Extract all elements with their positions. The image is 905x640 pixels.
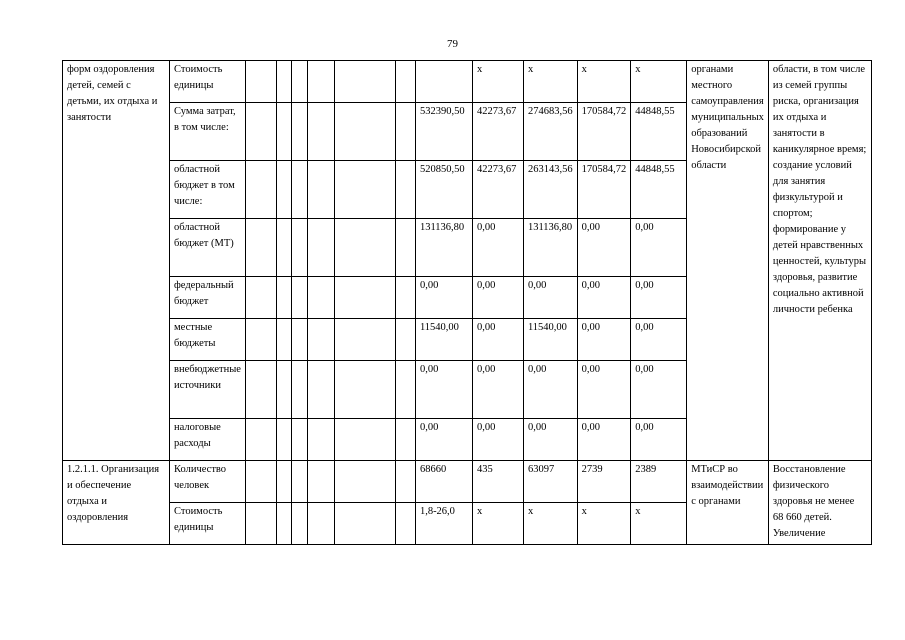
empty-cell [276,103,291,161]
table-row [63,461,872,503]
empty-cell [245,319,276,361]
value-cell: 263143,56 [523,161,577,219]
indicator-cell: областной бюджет в том числе: [170,161,246,219]
indicator-cell: местные бюджеты [170,319,246,361]
value-cell: 0,00 [472,361,523,419]
value-cell: х [472,503,523,545]
empty-cell [307,61,334,103]
empty-cell [334,461,395,503]
total-cell: 0,00 [415,419,472,461]
empty-cell [334,319,395,361]
indicator-cell: Стоимость единицы [170,61,246,103]
empty-cell [291,161,307,219]
empty-cell [276,319,291,361]
value-cell: х [523,61,577,103]
empty-cell [276,61,291,103]
indicator-cell: налоговые расходы [170,419,246,461]
empty-cell [276,419,291,461]
empty-cell [245,503,276,545]
empty-cell [395,161,415,219]
empty-cell [307,503,334,545]
value-cell: 0,00 [631,319,687,361]
empty-cell [395,277,415,319]
empty-cell [245,219,276,277]
value-cell: 0,00 [523,277,577,319]
empty-cell [245,277,276,319]
indicator-cell: областной бюджет (МТ) [170,219,246,277]
empty-cell [334,503,395,545]
total-cell [415,61,472,103]
indicator-cell: Сумма затрат, в том числе: [170,103,246,161]
empty-cell [334,161,395,219]
empty-cell [291,319,307,361]
value-cell: 0,00 [577,319,631,361]
empty-cell [307,161,334,219]
total-cell: 0,00 [415,361,472,419]
value-cell: 0,00 [577,361,631,419]
value-cell: 0,00 [472,419,523,461]
result-cell: Восстановление физического здоровья не менее 68 660 детей. Увеличение [768,461,871,545]
value-cell: 0,00 [631,419,687,461]
empty-cell [395,319,415,361]
value-cell: 0,00 [523,419,577,461]
empty-cell [307,219,334,277]
value-cell: 0,00 [577,419,631,461]
empty-cell [276,277,291,319]
empty-cell [245,61,276,103]
table-row [63,61,872,103]
result-cell: области, в том числе из семей группы риска, организация их отдыха и занятости в каникулярное время; создание условий для занятия физкультурой и спортом; формирование у детей нравственных ценностей, культуры здоровья, развитие социально активной личности ребенка [768,61,871,461]
indicator-cell: Стоимость единицы [170,503,246,545]
total-cell: 11540,00 [415,319,472,361]
empty-cell [291,219,307,277]
value-cell: 0,00 [472,219,523,277]
empty-cell [245,419,276,461]
value-cell: 42273,67 [472,103,523,161]
empty-cell [276,461,291,503]
total-cell: 520850,50 [415,161,472,219]
empty-cell [307,461,334,503]
value-cell: х [523,503,577,545]
empty-cell [276,161,291,219]
indicator-cell: федеральный бюджет [170,277,246,319]
value-cell: 170584,72 [577,103,631,161]
value-cell: х [577,61,631,103]
value-cell: 0,00 [631,277,687,319]
value-cell: х [631,503,687,545]
empty-cell [395,219,415,277]
value-cell: 170584,72 [577,161,631,219]
empty-cell [395,361,415,419]
value-cell: 42273,67 [472,161,523,219]
empty-cell [291,277,307,319]
value-cell: х [577,503,631,545]
empty-cell [245,103,276,161]
empty-cell [395,419,415,461]
value-cell: х [631,61,687,103]
empty-cell [291,103,307,161]
total-cell: 1,8-26,0 [415,503,472,545]
activity-name-cell: 1.2.1.1. Организация и обеспечение отдыха и оздоровления [63,461,170,545]
executor-cell: МТиСР во взаимодействии с органами [687,461,769,545]
empty-cell [395,461,415,503]
empty-cell [334,361,395,419]
value-cell: 11540,00 [523,319,577,361]
page-number: 79 [447,38,458,50]
empty-cell [307,361,334,419]
value-cell: 0,00 [472,319,523,361]
empty-cell [291,61,307,103]
empty-cell [276,503,291,545]
value-cell: 0,00 [577,277,631,319]
empty-cell [334,277,395,319]
empty-cell [291,361,307,419]
value-cell: 44848,55 [631,161,687,219]
value-cell: х [472,61,523,103]
empty-cell [245,161,276,219]
empty-cell [276,219,291,277]
empty-cell [307,319,334,361]
executor-cell: органами местного самоуправления муниципальных образований Новосибирской области [687,61,769,461]
total-cell: 68660 [415,461,472,503]
empty-cell [291,419,307,461]
total-cell: 0,00 [415,277,472,319]
indicator-cell: Количество человек [170,461,246,503]
activity-name-cell: форм оздоровления детей, семей с детьми, их отдыха и занятости [63,61,170,461]
empty-cell [307,277,334,319]
total-cell: 532390,50 [415,103,472,161]
empty-cell [291,503,307,545]
value-cell: 2389 [631,461,687,503]
empty-cell [395,61,415,103]
value-cell: 2739 [577,461,631,503]
value-cell: 274683,56 [523,103,577,161]
value-cell: 131136,80 [523,219,577,277]
empty-cell [245,461,276,503]
empty-cell [334,103,395,161]
empty-cell [245,361,276,419]
total-cell: 131136,80 [415,219,472,277]
program-table [62,60,872,545]
value-cell: 63097 [523,461,577,503]
empty-cell [276,361,291,419]
value-cell: 435 [472,461,523,503]
empty-cell [395,503,415,545]
value-cell: 0,00 [523,361,577,419]
empty-cell [334,61,395,103]
value-cell: 0,00 [472,277,523,319]
empty-cell [334,419,395,461]
empty-cell [334,219,395,277]
value-cell: 44848,55 [631,103,687,161]
value-cell: 0,00 [631,219,687,277]
empty-cell [307,419,334,461]
value-cell: 0,00 [631,361,687,419]
empty-cell [291,461,307,503]
indicator-cell: внебюджетные источники [170,361,246,419]
empty-cell [307,103,334,161]
empty-cell [395,103,415,161]
value-cell: 0,00 [577,219,631,277]
